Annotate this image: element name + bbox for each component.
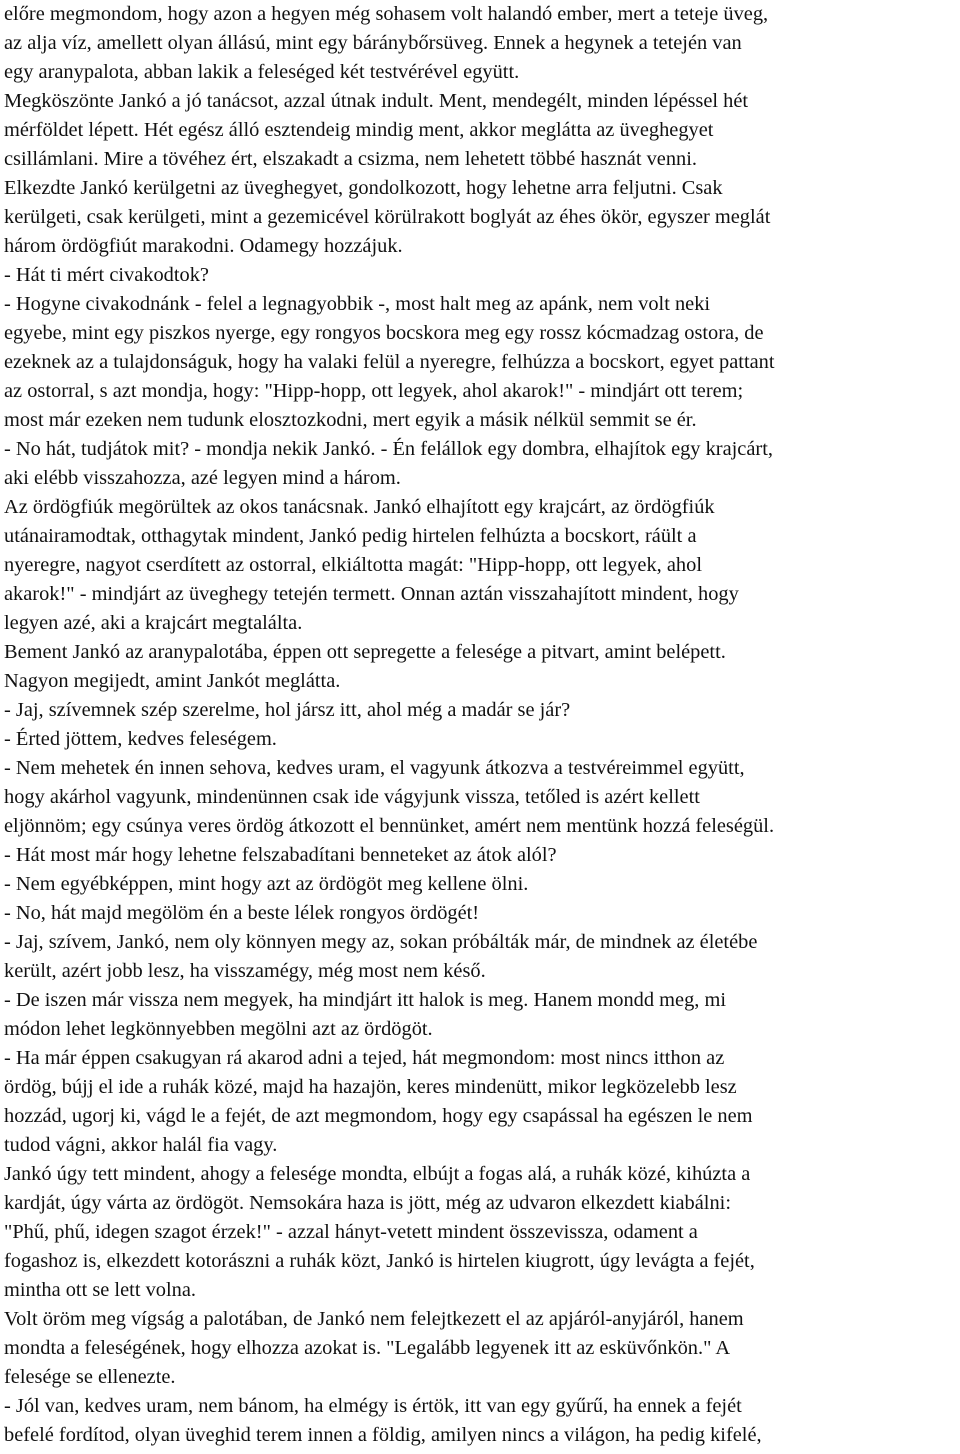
text-line: most már ezeken nem tudunk elosztozkodni, mert egyik a másik nélkül semmit se ér. xyxy=(4,409,697,431)
story-text-page xyxy=(4,0,958,1450)
text-line: utánairamodtak, otthagytak mindent, Jankó pedig hirtelen felhúzta a bocskort, ráült a xyxy=(4,525,697,547)
text-line: hogy akárhol vagyunk, mindenünnen csak ide vágyjunk vissza, tetőled is azért kellett xyxy=(4,786,700,808)
text-line: legyen azé, aki a krajcárt megtalálta. xyxy=(4,612,303,634)
text-line: Elkezdte Jankó kerülgetni az üveghegyet, gondolkozott, hogy lehetne arra feljutni. Csak xyxy=(4,177,723,199)
text-line: akarok!" - mindjárt az üveghegy tetején termett. Onnan aztán visszahajított mindent, hogy xyxy=(4,583,739,605)
text-line: - Hogyne civakodnánk - felel a legnagyobbik -, most halt meg az apánk, nem volt neki xyxy=(4,293,711,315)
text-line: ezeknek az a tulajdonságuk, hogy ha valaki felül a nyeregre, felhúzza a bocskort, egyet pattant xyxy=(4,351,775,373)
text-line: "Phű, phű, idegen szagot érzek!" - azzal hányt-vetett mindent összevissza, odament a xyxy=(4,1221,698,1243)
text-line: az alja víz, amellett olyan állású, mint egy báránybőrsüveg. Ennek a hegynek a tetején van xyxy=(4,32,742,54)
text-line: - Ha már éppen csakugyan rá akarod adni a tejed, hát megmondom: most nincs itthon az xyxy=(4,1047,725,1069)
text-line: kerülgeti, csak kerülgeti, mint a gezemicével körülrakott boglyát az éhes ökör, egyszer meglát xyxy=(4,206,771,228)
text-line: - Hát most már hogy lehetne felszabadítani benneteket az átok alól? xyxy=(4,844,557,866)
text-line: mondta a feleségének, hogy elhozza azokat is. "Legalább legyenek itt az esküvőnkön." A xyxy=(4,1337,731,1359)
text-line: - No, hát majd megölöm én a beste lélek rongyos ördögét! xyxy=(4,902,480,924)
text-line: - De iszen már vissza nem megyek, ha mindjárt itt halok is meg. Hanem mondd meg, mi xyxy=(4,989,726,1011)
text-line: egy aranypalota, abban lakik a feleséged két testvérével együtt. xyxy=(4,61,520,83)
text-line: mérföldet lépett. Hét egész álló esztendeig mindig ment, akkor meglátta az üveghegyet xyxy=(4,119,714,141)
text-line: - Érted jöttem, kedves feleségem. xyxy=(4,728,277,750)
text-line: nyeregre, nagyot cserdített az ostorral, elkiáltotta magát: "Hipp-hopp, ott legyek, ahol xyxy=(4,554,702,576)
text-line: befelé fordítod, olyan üveghid terem innen a földig, amilyen nincs a világon, ha pedig kifelé, xyxy=(4,1424,762,1446)
text-line: előre megmondom, hogy azon a hegyen még sohasem volt halandó ember, mert a teteje üveg, xyxy=(4,3,769,25)
text-line: - Hát ti mért civakodtok? xyxy=(4,264,209,286)
text-line: fogashoz is, elkezdett kotorászni a ruhák közt, Jankó is hirtelen kiugrott, úgy levágta a fejét, xyxy=(4,1250,755,1272)
text-line: - No hát, tudjátok mit? - mondja nekik Jankó. - Én felállok egy dombra, elhajítok egy krajcárt, xyxy=(4,438,773,460)
text-line: mintha ott se lett volna. xyxy=(4,1279,196,1301)
text-line: csillámlani. Mire a tövéhez ért, elszakadt a csizma, nem lehetett többé hasznát venni. xyxy=(4,148,698,170)
text-line: Jankó úgy tett mindent, ahogy a felesége mondta, elbújt a fogas alá, a ruhák közé, kihúzta a xyxy=(4,1163,751,1185)
text-line: Nagyon megijedt, amint Jankót meglátta. xyxy=(4,670,341,692)
text-line: - Nem egyébképpen, mint hogy azt az ördögöt meg kellene ölni. xyxy=(4,873,529,895)
text-line: kardját, úgy várta az ördögöt. Nemsokára haza is jött, még az udvaron elkezdett kiabálni: xyxy=(4,1192,731,1214)
text-line: Az ördögfiúk megörültek az okos tanácsnak. Jankó elhajított egy krajcárt, az ördögfiúk xyxy=(4,496,715,518)
text-line: aki elébb visszahozza, azé legyen mind a három. xyxy=(4,467,401,489)
text-line: - Jaj, szívem, Jankó, nem oly könnyen megy az, sokan próbálták már, de mindnek az életébe xyxy=(4,931,758,953)
text-line: Bement Jankó az aranypalotába, éppen ott sepregette a felesége a pitvart, amint belépett. xyxy=(4,641,726,663)
text-line: Volt öröm meg vígság a palotában, de Jankó nem felejtkezett el az apjáról-anyjáról, hanem xyxy=(4,1308,744,1330)
text-line: három ördögfiút marakodni. Odamegy hozzájuk. xyxy=(4,235,403,257)
text-line: felesége se ellenezte. xyxy=(4,1366,176,1388)
text-line: került, azért jobb lesz, ha visszamégy, még most nem késő. xyxy=(4,960,486,982)
text-line: tudod vágni, akkor halál fia vagy. xyxy=(4,1134,278,1156)
text-line: ördög, bújj el ide a ruhák közé, majd ha hazajön, keres mindenütt, mikor legközelebb lesz xyxy=(4,1076,737,1098)
text-line: módon lehet legkönnyebben megölni azt az ördögöt. xyxy=(4,1018,433,1040)
text-line: - Jaj, szívemnek szép szerelme, hol jársz itt, ahol még a madár se jár? xyxy=(4,699,571,721)
text-line: egyebe, mint egy piszkos nyerge, egy rongyos bocskora meg egy rossz kócmadzag ostora, de xyxy=(4,322,764,344)
text-line: Megköszönte Jankó a jó tanácsot, azzal útnak indult. Ment, mendegélt, minden lépéssel hét xyxy=(4,90,749,112)
text-line: - Jól van, kedves uram, nem bánom, ha elmégy is értök, itt van egy gyűrű, ha ennek a fejét xyxy=(4,1395,742,1417)
text-line: az ostorral, s azt mondja, hogy: "Hipp-hopp, ott legyek, ahol akarok!" - mindjárt ott terem; xyxy=(4,380,744,402)
text-line: eljönnöm; egy csúnya veres ördög átkozott el bennünket, amért nem mentünk hozzá feleségül. xyxy=(4,815,775,837)
text-line: hozzád, ugorj ki, vágd le a fejét, de azt megmondom, hogy egy csapással ha egészen le nem xyxy=(4,1105,753,1127)
text-line: - Nem mehetek én innen sehova, kedves uram, el vagyunk átkozva a testvéreimmel együtt, xyxy=(4,757,745,779)
